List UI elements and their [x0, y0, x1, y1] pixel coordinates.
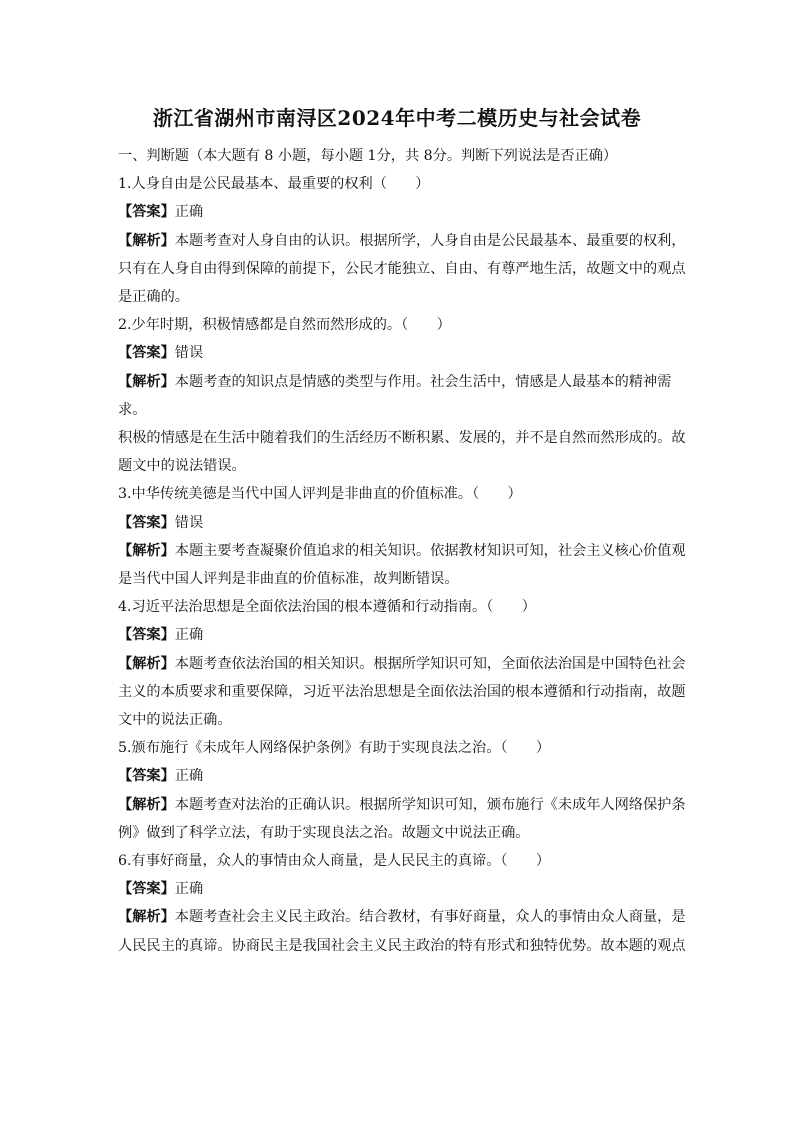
answer-value: 正确	[174, 881, 204, 898]
question-stem: 1.人身自由是公民最基本、最重要的权利（ ）	[118, 176, 430, 193]
analysis-tag: 【解析】	[118, 796, 175, 813]
answer-value: 正确	[174, 768, 204, 785]
question-stem: 5.颁布施行《未成年人网络保护条例》有助于实现良法之治。（ ）	[118, 740, 551, 757]
answer-tag: 【答案】	[118, 768, 175, 785]
question-stem: 3.中华传统美德是当代中国人评判是非曲直的价值标准。（ ）	[118, 486, 522, 503]
question-stem: 2.少年时期，积极情感都是自然而然形成的。（ ）	[118, 317, 451, 334]
analysis-tag: 【解析】	[118, 655, 175, 672]
answer-line	[118, 875, 686, 903]
answer-value: 正确	[174, 204, 204, 221]
answer-tag: 【答案】	[118, 514, 175, 531]
answer-line	[118, 198, 686, 226]
answer-line	[118, 762, 686, 790]
answer-value: 错误	[174, 345, 204, 362]
analysis-line: 人民民主的真谛。协商民主是我国社会主义民主政治的特有形式和独特优势。故本题的观点	[118, 937, 686, 954]
question-stem: 4.习近平法治思想是全面依法治国的根本遵循和行动指南。（ ）	[118, 599, 536, 616]
analysis-text: 本题考查依法治国的相关知识。根据所学知识可知，全面依法治国是中国特色社会	[174, 655, 686, 672]
answer-line	[118, 621, 686, 649]
analysis-line: 文中的说法正确。	[118, 712, 232, 729]
answer-tag: 【答案】	[118, 627, 175, 644]
analysis-text: 本题主要考查凝聚价值追求的相关知识。依据教材知识可知，社会主义核心价值观	[174, 542, 686, 559]
analysis-line	[118, 903, 686, 931]
answer-value: 正确	[174, 627, 204, 644]
answer-tag: 【答案】	[118, 345, 175, 362]
answer-tag: 【答案】	[118, 881, 175, 898]
analysis-line: 题文中的说法错误。	[118, 458, 246, 475]
analysis-text: 本题考查对人身自由的认识。根据所学，人身自由是公民最基本、最重要的权利，	[174, 232, 686, 249]
analysis-tag: 【解析】	[118, 542, 175, 559]
analysis-line	[118, 227, 686, 255]
analysis-line	[118, 650, 686, 678]
analysis-line: 例》做到了科学立法，有助于实现良法之治。故题文中说法正确。	[118, 824, 530, 841]
analysis-tag: 【解析】	[118, 909, 175, 926]
document-body	[118, 142, 686, 960]
analysis-tag: 【解析】	[118, 373, 175, 390]
analysis-text: 本题考查社会主义民主政治。结合教材，有事好商量，众人的事情由众人商量，是	[174, 909, 686, 926]
analysis-line	[118, 368, 686, 424]
section-heading: 一、判断题（本大题有 8 小题，每小题 1分，共 8分。判断下列说法是否正确）	[118, 148, 618, 164]
analysis-line: 只有在人身自由得到保障的前提下，公民才能独立、自由、有尊严地生活，故题文中的观点	[118, 260, 686, 277]
analysis-line: 积极的情感是在生活中随着我们的生活经历不断积累、发展的，并不是自然而然形成的。故	[118, 430, 686, 447]
question-stem: 6.有事好商量，众人的事情由众人商量，是人民民主的真谛。（ ）	[118, 853, 551, 870]
analysis-line	[118, 791, 686, 819]
analysis-tag: 【解析】	[118, 232, 175, 249]
answer-line	[118, 339, 686, 367]
analysis-line	[118, 537, 686, 565]
answer-value: 错误	[174, 514, 204, 531]
analysis-line: 是当代中国人评判是非曲直的价值标准，故判断错误。	[118, 571, 459, 588]
answer-tag: 【答案】	[118, 204, 175, 221]
analysis-text: 本题考查的知识点是情感的类型与作用。社会生活中，情感是人最基本的精神需求。	[118, 373, 672, 418]
answer-line	[118, 509, 686, 537]
document-title: 浙江省湖州市南浔区2024年中考二模历史与社会试卷	[152, 106, 642, 130]
analysis-text: 本题考查对法治的正确认识。根据所学知识可知，颁布施行《未成年人网络保护条	[174, 796, 686, 813]
analysis-line: 主义的本质要求和重要保障，习近平法治思想是全面依法治国的根本遵循和行动指南，故题	[118, 683, 686, 700]
analysis-line: 是正确的。	[118, 289, 189, 306]
